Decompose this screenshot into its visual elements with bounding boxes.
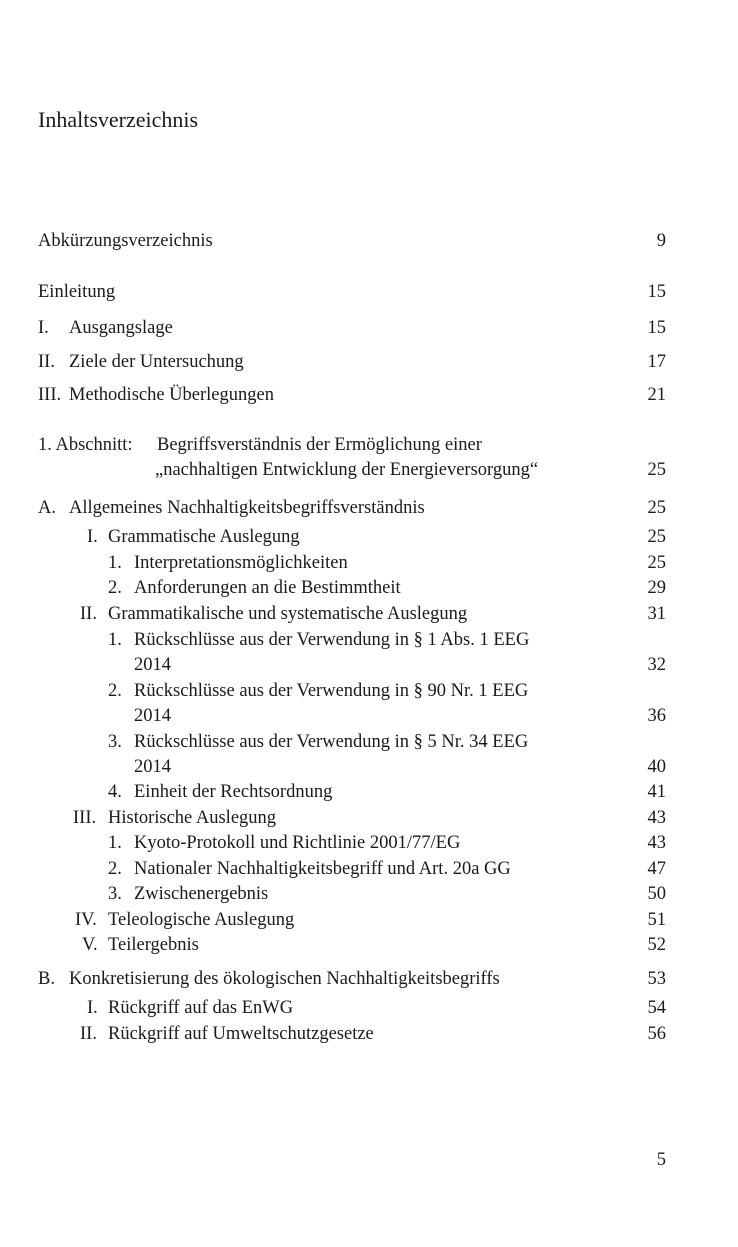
toc-entry-number: 3. (108, 884, 122, 904)
toc-entry-number: I. (38, 318, 49, 338)
toc-entry-number: III. (38, 385, 62, 405)
toc-entry-label: Begriffsverständnis der Ermöglichung einer (157, 435, 482, 455)
toc-entry-page: 40 (647, 757, 666, 777)
toc-entry-number: 1. Abschnitt: (38, 435, 133, 455)
toc-entry-a-3-3 (0, 882, 738, 906)
toc-entry-label: Nationaler Nachhaltigkeitsbegriff und Art. 20a GG (134, 859, 511, 879)
toc-entry-a-2-2-cont (0, 704, 738, 728)
toc-entry-label: Grammatikalische und systematische Auslegung (108, 604, 468, 624)
toc-entry-label: Historische Auslegung (108, 808, 277, 828)
toc-entry-a-2-1 (0, 628, 738, 652)
toc-entry-number: 2. (108, 578, 122, 598)
toc-entry-abschnitt-1-cont (0, 458, 738, 482)
toc-entry-label: Kyoto-Protokoll und Richtlinie 2001/77/EG (134, 833, 461, 853)
toc-entry-a-3-1 (0, 831, 738, 855)
toc-entry-label: Grammatische Auslegung (108, 527, 300, 547)
toc-entry-a-2-3 (0, 730, 738, 754)
toc-entry-page: 29 (647, 578, 666, 598)
toc-entry-abkuerzungsverzeichnis (0, 229, 738, 253)
toc-entry-ausgangslage (0, 316, 738, 340)
toc-entry-abschnitt-1 (0, 433, 738, 457)
toc-entry-page: 41 (647, 782, 666, 802)
toc-entry-a-2-1-cont (0, 653, 738, 677)
toc-entry-a-3 (0, 806, 738, 830)
toc-entry-number: V. (82, 935, 98, 955)
toc-entry-page: 21 (647, 385, 666, 405)
toc-entry-b (0, 967, 738, 991)
toc-entry-a-2-2 (0, 679, 738, 703)
toc-entry-a-4 (0, 908, 738, 932)
toc-entry-page: 15 (647, 282, 666, 302)
toc-entry-page: 9 (656, 231, 666, 251)
toc-entry-number: III. (73, 808, 97, 828)
toc-entry-page: 43 (647, 808, 666, 828)
toc-entry-page: 56 (647, 1024, 666, 1044)
toc-entry-number: 4. (108, 782, 122, 802)
toc-entry-page: 17 (647, 352, 666, 372)
toc-entry-page: 53 (647, 969, 666, 989)
toc-entry-number: II. (80, 604, 97, 624)
toc-entry-label: Rückschlüsse aus der Verwendung in § 1 Abs. 1 EEG (134, 630, 530, 650)
toc-entry-page: 25 (647, 460, 666, 480)
toc-entry-page: 25 (647, 527, 666, 547)
toc-entry-a-1 (0, 525, 738, 549)
toc-entry-label: Rückschlüsse aus der Verwendung in § 90 Nr. 1 EEG (134, 681, 529, 701)
toc-entry-page: 51 (647, 910, 666, 930)
toc-entry-number: B. (38, 969, 55, 989)
toc-entry-label: 2014 (134, 655, 171, 675)
toc-entry-number: 1. (108, 553, 122, 573)
toc-entry-label: Rückschlüsse aus der Verwendung in § 5 Nr. 34 EEG (134, 732, 529, 752)
toc-entry-methodische-ueberlegungen (0, 383, 738, 407)
page-number: 5 (656, 1150, 666, 1170)
toc-entry-number: 2. (108, 859, 122, 879)
toc-entry-a-1-2 (0, 576, 738, 600)
toc-entry-number: II. (80, 1024, 97, 1044)
toc-entry-label: Konkretisierung des ökologischen Nachhaltigkeitsbegriffs (69, 969, 500, 989)
toc-entry-page: 36 (647, 706, 666, 726)
toc-entry-label: Teilergebnis (108, 935, 199, 955)
toc-entry-label: 2014 (134, 706, 171, 726)
toc-entry-label: Einleitung (38, 282, 116, 302)
toc-entry-a-2-4 (0, 780, 738, 804)
toc-entry-label: 2014 (134, 757, 171, 777)
toc-entry-label: Anforderungen an die Bestimmtheit (134, 578, 401, 598)
toc-entry-page: 54 (647, 998, 666, 1018)
toc-entry-number: 1. (108, 833, 122, 853)
toc-entry-a-2-3-cont (0, 755, 738, 779)
toc-entry-einleitung (0, 280, 738, 304)
toc-entry-number: II. (38, 352, 55, 372)
toc-entry-number: 3. (108, 732, 122, 752)
toc-entry-label: Teleologische Auslegung (108, 910, 295, 930)
toc-entry-label: Rückgriff auf Umweltschutzgesetze (108, 1024, 374, 1044)
toc-entry-page: 32 (647, 655, 666, 675)
toc-entry-b-2 (0, 1022, 738, 1046)
toc-entry-number: IV. (75, 910, 97, 930)
toc-entry-page: 52 (647, 935, 666, 955)
toc-entry-label: Einheit der Rechtsordnung (134, 782, 333, 802)
toc-entry-ziele (0, 350, 738, 374)
toc-entry-label: „nachhaltigen Entwicklung der Energieversorgung“ (155, 460, 539, 480)
toc-entry-a-5 (0, 933, 738, 957)
toc-entry-a-2 (0, 602, 738, 626)
toc-entry-label: Allgemeines Nachhaltigkeitsbegriffsverständnis (69, 498, 425, 518)
toc-entry-page: 31 (647, 604, 666, 624)
toc-entry-a-1-1 (0, 551, 738, 575)
toc-entry-label: Abkürzungsverzeichnis (38, 231, 213, 251)
toc-entry-label: Ausgangslage (69, 318, 173, 338)
toc-entry-number: 2. (108, 681, 122, 701)
toc-entry-label: Methodische Überlegungen (69, 385, 274, 405)
page-title: Inhaltsverzeichnis (38, 107, 199, 132)
toc-entry-page: 47 (647, 859, 666, 879)
toc-entry-number: 1. (108, 630, 122, 650)
toc-entry-page: 50 (647, 884, 666, 904)
toc-entry-label: Ziele der Untersuchung (69, 352, 244, 372)
toc-entry-a-3-2 (0, 857, 738, 881)
toc-entry-page: 25 (647, 498, 666, 518)
toc-entry-page: 43 (647, 833, 666, 853)
toc-entry-number: I. (87, 998, 98, 1018)
toc-entry-number: A. (38, 498, 56, 518)
toc-entry-page: 15 (647, 318, 666, 338)
toc-entry-number: I. (87, 527, 98, 547)
toc-entry-label: Rückgriff auf das EnWG (108, 998, 294, 1018)
toc-entry-label: Zwischenergebnis (134, 884, 269, 904)
toc-entry-page: 25 (647, 553, 666, 573)
toc-entry-label: Interpretationsmöglichkeiten (134, 553, 348, 573)
toc-entry-b-1 (0, 996, 738, 1020)
toc-entry-a (0, 496, 738, 520)
